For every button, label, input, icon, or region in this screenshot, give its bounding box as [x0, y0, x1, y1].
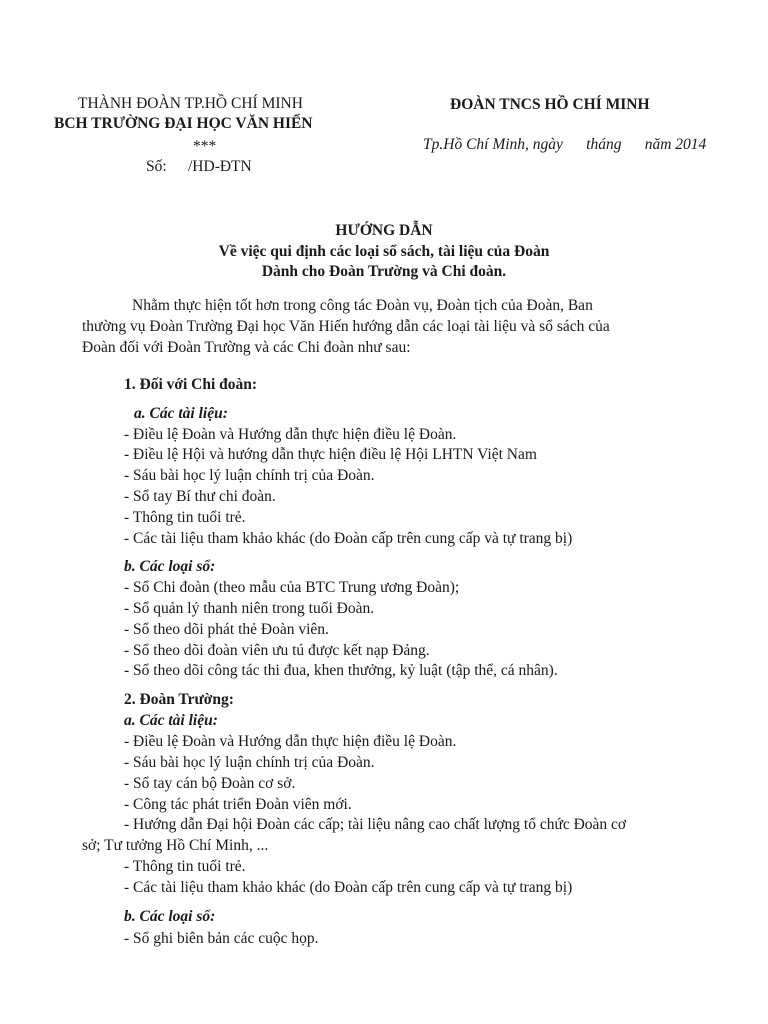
list-item-continuation: sở; Tư tưởng Hồ Chí Minh, ... — [82, 837, 269, 854]
left-org-line2: BCH TRƯỜNG ĐẠI HỌC VĂN HIẾN — [54, 115, 313, 132]
list-item: - Điều lệ Đoàn và Hướng dẫn thực hiện điều lệ Đoàn. — [124, 426, 457, 443]
list-item: - Sổ Chi đoàn (theo mẫu của BTC Trung ương Đoàn); — [124, 579, 460, 596]
intro-line-3: Đoàn đối với Đoàn Trường và các Chi đoàn như sau: — [82, 339, 411, 356]
list-item: - Sổ quản lý thanh niên trong tuổi Đoàn. — [124, 600, 375, 617]
section1-a-heading: a. Các tài liệu: — [134, 405, 228, 422]
list-item: - Hướng dẫn Đại hội Đoàn các cấp; tài liệu nâng cao chất lượng tổ chức Đoàn cơ — [124, 816, 627, 833]
right-org: ĐOÀN TNCS HỒ CHÍ MINH — [450, 96, 650, 113]
list-item: - Điều lệ Hội và hướng dẫn thực hiện điều lệ Hội LHTN Việt Nam — [124, 446, 537, 463]
left-org-line1: THÀNH ĐOÀN TP.HỒ CHÍ MINH — [78, 95, 303, 112]
section1-b-heading: b. Các loại sổ: — [124, 558, 216, 575]
section2-heading: 2. Đoàn Trường: — [124, 691, 234, 708]
list-item: - Điều lệ Đoàn và Hướng dẫn thực hiện điều lệ Đoàn. — [124, 733, 457, 750]
list-item: - Thông tin tuổi trẻ. — [124, 509, 246, 526]
document-subtitle-1: Về việc qui định các loại sổ sách, tài liệu của Đoàn — [218, 243, 550, 260]
list-item: - Sổ theo dõi phát thẻ Đoàn viên. — [124, 621, 329, 638]
section2-a-heading: a. Các tài liệu: — [124, 712, 218, 729]
list-item: - Thông tin tuổi trẻ. — [124, 858, 246, 875]
list-item: - Sổ theo dõi đoàn viên ưu tú được kết nạp Đảng. — [124, 642, 430, 659]
section1-heading: 1. Đối với Chi đoàn: — [124, 376, 258, 393]
list-item: - Sổ tay Bí thư chi đoàn. — [124, 488, 276, 505]
document-subtitle-2: Dành cho Đoàn Trường và Chi đoàn. — [261, 263, 507, 280]
intro-line-2: thường vụ Đoàn Trường Đại học Văn Hiến hướng dẫn các loại tài liệu và sổ sách của — [82, 318, 610, 335]
list-item: - Công tác phát triển Đoàn viên mới. — [124, 796, 352, 813]
so-value: /HD-ĐTN — [188, 158, 252, 175]
stars-divider: *** — [193, 138, 217, 155]
list-item: - Các tài liệu tham khảo khác (do Đoàn cấp trên cung cấp và tự trang bị) — [124, 879, 573, 896]
list-item: - Sổ theo dõi công tác thi đua, khen thưởng, kỷ luật (tập thể, cá nhân). — [124, 662, 558, 679]
document-title: HƯỚNG DẪN — [335, 222, 433, 239]
intro-line-1: Nhằm thực hiện tốt hơn trong công tác Đoàn vụ, Đoàn tịch của Đoàn, Ban — [132, 297, 593, 314]
section2-b-heading: b. Các loại sổ: — [124, 908, 216, 925]
so-label: Số: — [146, 158, 167, 175]
list-item: - Sáu bài học lý luận chính trị của Đoàn. — [124, 754, 375, 771]
list-item: - Sáu bài học lý luận chính trị của Đoàn. — [124, 467, 375, 484]
date-line: Tp.Hồ Chí Minh, ngày tháng năm 2014 — [423, 136, 707, 153]
list-item: - Sổ ghi biên bản các cuộc họp. — [124, 930, 319, 947]
list-item: - Các tài liệu tham khảo khác (do Đoàn cấp trên cung cấp và tự trang bị) — [124, 530, 573, 547]
list-item: - Sổ tay cán bộ Đoàn cơ sở. — [124, 775, 296, 792]
